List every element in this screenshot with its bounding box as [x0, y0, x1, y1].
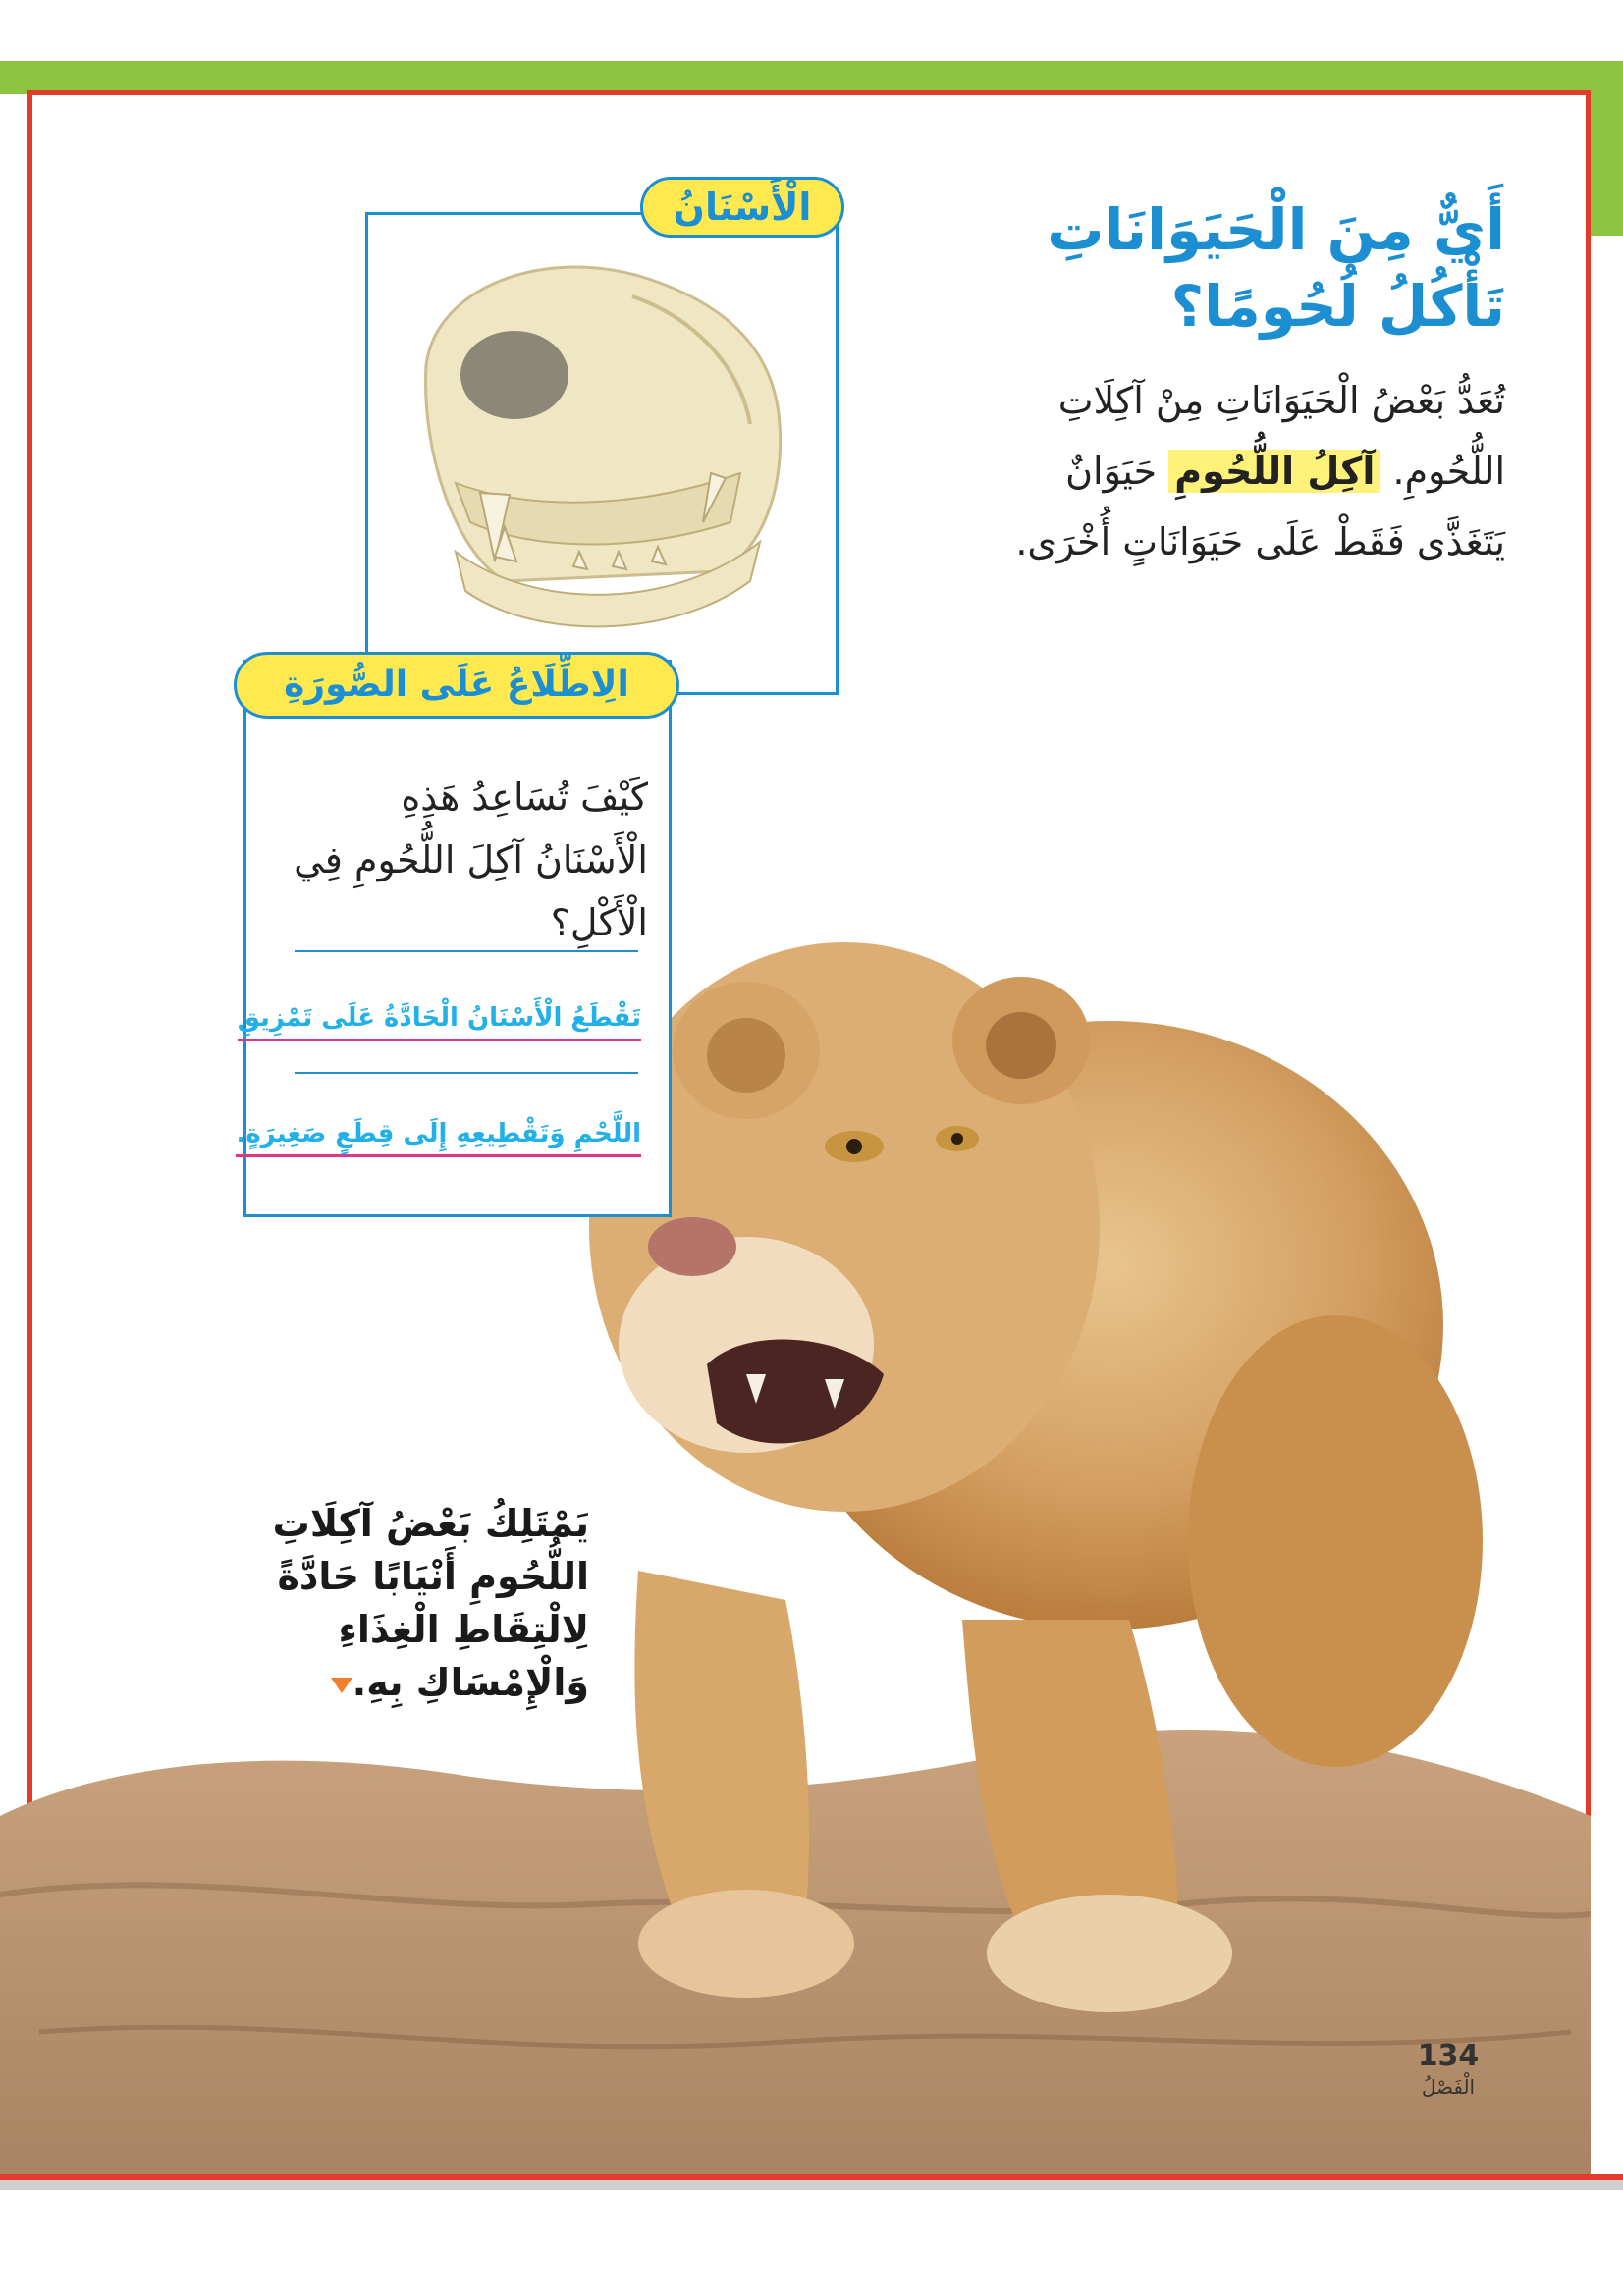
- skull-illustration: [387, 228, 809, 679]
- picture-check-question: كَيْفَ تُسَاعِدُ هَذِهِ الْأَسْنَانُ آكِلَ اللُّحُومِ فِي الْأَكْلِ؟: [294, 775, 648, 944]
- page-subtitle: الْفَصْلُ: [1421, 2075, 1476, 2099]
- body-text-part1: تُعَدُّ بَعْضُ الْحَيَوَانَاتِ مِنْ آكِلَاتِ اللُّحُومِ.: [1057, 379, 1505, 493]
- highlighted-term: آكِلُ اللُّحُومِ: [1168, 450, 1380, 493]
- picture-check-label: الِاطِّلَاعُ عَلَى الصُّورَةِ: [234, 652, 679, 719]
- top-green-band: [0, 61, 1623, 94]
- answer-rule: [295, 1072, 638, 1074]
- body-text-part2: حَيَوَانٌ يَتَغَذَّى فَقَطْ عَلَى حَيَوَانَاتٍ أُخْرَى.: [1015, 450, 1505, 563]
- bottom-shadow: [0, 2180, 1623, 2190]
- answer-rule: [295, 950, 638, 952]
- answer-line-2: اللَّحْمِ وَتَقْطِيعِهِ إِلَى قِطَعٍ صَغِيرَةٍ.: [236, 1115, 641, 1157]
- caption-text: يَمْتَلِكُ بَعْضُ آكِلَاتِ اللُّحُومِ أَنْيَابًا حَادَّةً لِالْتِقَاطِ الْغِذَاءِ وَالْإِمْسَاكِ بِهِ.: [272, 1502, 589, 1704]
- teeth-box-label: الْأَسْنَانُ: [640, 177, 844, 238]
- page-title: أَيٌّ مِنَ الْحَيَوَانَاتِ تَأْكُلُ لُحُومًا؟: [1047, 196, 1505, 340]
- answer-line-1: تَقْطَعُ الْأَسْنَانُ الْحَادَّةُ عَلَى تَمْزِيقِ: [238, 999, 641, 1041]
- right-green-tab: [1591, 88, 1623, 236]
- page-number: 134: [1417, 2039, 1480, 2073]
- photo-caption: [236, 1497, 589, 1709]
- caption-pointer-icon: [331, 1678, 352, 1693]
- body-paragraph: [995, 365, 1505, 577]
